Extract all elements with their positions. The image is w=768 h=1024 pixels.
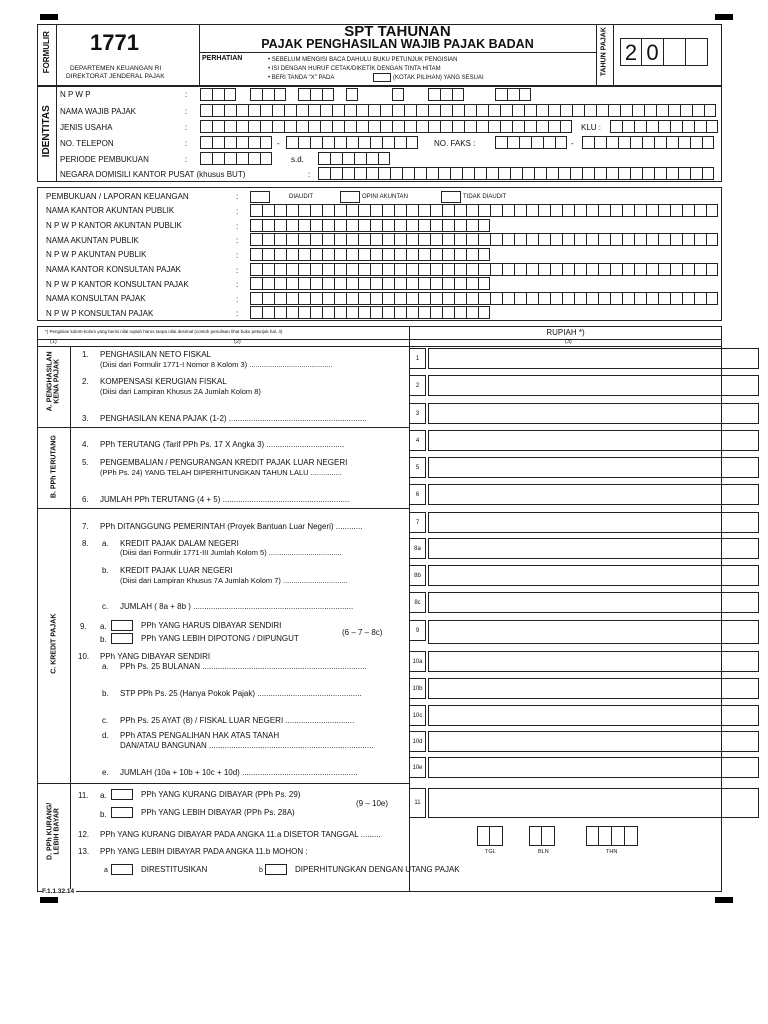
colon: :	[185, 123, 188, 132]
item-number: 10.	[78, 652, 90, 661]
amount-input-11[interactable]	[428, 788, 759, 818]
amount-input-7[interactable]	[428, 512, 759, 533]
colon: :	[236, 295, 239, 304]
row-number-6: 6	[409, 484, 426, 505]
nama-wp-input[interactable]	[200, 104, 716, 117]
item-2-label: KOMPENSASI KERUGIAN FISKAL	[100, 377, 227, 386]
npwp-input-2[interactable]	[250, 88, 286, 101]
item-9b-label: PPh YANG LEBIH DIPOTONG / DIPUNGUT	[141, 634, 299, 643]
dept-line2: DIREKTORAT JENDERAL PAJAK	[66, 73, 165, 80]
item-7-label: PPh DITANGGUNG PEMERINTAH (Proyek Bantuan Luar Negeri) ............	[100, 522, 363, 531]
label-ap: NAMA AKUNTAN PUBLIK	[46, 236, 139, 245]
amount-input-10a[interactable]	[428, 651, 759, 672]
option-diaudit: DIAUDIT	[289, 194, 313, 200]
label-telepon: NO. TELEPON	[60, 139, 114, 148]
registration-mark	[715, 897, 733, 903]
item-11b-checkbox[interactable]	[111, 807, 133, 818]
colon: :	[236, 280, 239, 289]
amount-input-5[interactable]	[428, 457, 759, 478]
note-3: • BERI TANDA "X" PADA	[268, 75, 335, 81]
sd-label: s.d.	[291, 155, 304, 164]
row-number-11: 11	[409, 788, 426, 818]
direstitusikan-checkbox[interactable]	[111, 864, 133, 875]
option-opini: OPINI AKUNTAN	[362, 194, 408, 200]
section-identitas: IDENTITAS	[40, 105, 52, 158]
nama-kap-input[interactable]	[250, 204, 718, 217]
tidak-diaudit-checkbox[interactable]	[441, 191, 461, 203]
item-10c-label: PPh Ps. 25 AYAT (8) / FISKAL LUAR NEGERI ...............................	[120, 716, 355, 725]
colon: :	[236, 192, 239, 201]
item-11a-checkbox[interactable]	[111, 789, 133, 800]
nama-ap-input[interactable]	[250, 233, 718, 246]
item-sub: c.	[102, 602, 109, 611]
item-number: 2.	[82, 377, 89, 386]
rupiah-header: RUPIAH *)	[546, 328, 585, 337]
label-npwp: N P W P	[60, 90, 91, 99]
form-label: FORMULIR	[41, 31, 51, 74]
label-jenis-usaha: JENIS USAHA	[60, 123, 113, 132]
col-3-header: (3)	[565, 339, 572, 345]
item-11-formula: (9 – 10e)	[356, 799, 389, 808]
label-pembukuan: PEMBUKUAN / LAPORAN KEUANGAN	[46, 192, 189, 201]
item-12-label: PPh YANG KURANG DIBAYAR PADA ANGKA 11.a DISETOR TANGGAL .........	[100, 830, 381, 839]
label-negara-domisili: NEGARA DOMISILI KANTOR PUSAT (khusus BUT)	[60, 170, 246, 179]
amount-input-8c[interactable]	[428, 592, 759, 613]
periode-start-input[interactable]	[200, 152, 272, 165]
item-5-label: PENGEMBALIAN / PENGURANGAN KREDIT PAJAK LUAR NEGERI	[100, 458, 348, 467]
bln-label: BLN	[538, 849, 549, 855]
row-number-10d: 10d	[409, 731, 426, 752]
section-c-label: C. KREDIT PAJAK	[50, 613, 58, 674]
table-footnote: *) Pengisian kolom-kolom yang berisi nilai rupiah harus tanpa nilai desimal (contoh penulisan lihat buku petunjuk hal. 4)	[45, 329, 283, 334]
form-code: F.1.1.32.14	[42, 888, 75, 895]
item-8a-label: KREDIT PAJAK DALAM NEGERI	[120, 539, 239, 548]
title-spt-tahunan: SPT TAHUNAN	[344, 23, 451, 40]
telepon-number-input[interactable]	[286, 136, 418, 149]
label-npwp-kkp: N P W P KANTOR KONSULTAN PAJAK	[46, 280, 189, 289]
colon: :	[236, 251, 239, 260]
item-6-label: JUMLAH PPh TERUTANG (4 + 5) .........................................................	[100, 495, 350, 504]
item-10d-label: PPh ATAS PENGALIHAN HAK ATAS TANAH	[120, 731, 280, 740]
item-number: 4.	[82, 440, 89, 449]
klu-input[interactable]	[610, 120, 718, 133]
row-number-10b: 10b	[409, 678, 426, 699]
diperhitungkan-checkbox[interactable]	[265, 864, 287, 875]
amount-input-3[interactable]	[428, 403, 759, 424]
item-sub: e.	[102, 768, 109, 777]
row-number-10c: 10c	[409, 705, 426, 726]
item-9b-checkbox[interactable]	[111, 633, 133, 644]
tax-year-boxes[interactable]	[620, 38, 708, 66]
jenis-usaha-input[interactable]	[200, 120, 572, 133]
item-number: 9.	[80, 622, 87, 631]
item-9a-checkbox[interactable]	[111, 620, 133, 631]
amount-input-10d[interactable]	[428, 731, 759, 752]
nama-kkp-input[interactable]	[250, 263, 718, 276]
form-number: 1771	[90, 30, 139, 55]
label-kap: NAMA KANTOR AKUNTAN PUBLIK	[46, 206, 175, 215]
tahun-pajak-label: TAHUN PAJAK	[600, 27, 608, 77]
thn-label: THN	[606, 849, 618, 855]
item-9a-label: PPh YANG HARUS DIBAYAR SENDIRI	[141, 621, 282, 630]
tgl-input[interactable]	[477, 826, 503, 846]
item-8b-label: KREDIT PAJAK LUAR NEGERI	[120, 566, 233, 575]
colon: :	[185, 139, 188, 148]
item-10a-label: PPh Ps. 25 BULANAN ..........................................................................	[120, 662, 367, 671]
item-sub: a.	[100, 622, 107, 631]
item-sub: a.	[102, 662, 109, 671]
note-1: • SEBELUM MENGISI BACA DAHULU BUKU PETUNJUK PENGISIAN	[268, 57, 458, 63]
item-8b-note: (Diisi dari Lampiran Khusus 7A Jumlah Kolom 7) ...............................	[120, 576, 348, 585]
label-periode: PERIODE PEMBUKUAN	[60, 155, 149, 164]
title-pph-badan: PAJAK PENGHASILAN WAJIB PAJAK BADAN	[261, 37, 534, 51]
amount-input-10c[interactable]	[428, 705, 759, 726]
colon: :	[185, 107, 188, 116]
item-number: 12.	[78, 830, 90, 839]
fax-area-input[interactable]	[495, 136, 567, 149]
row-number-9: 9	[409, 620, 426, 641]
row-number-10a: 10a	[409, 651, 426, 672]
npwp-input-1[interactable]	[200, 88, 236, 101]
telepon-area-input[interactable]	[200, 136, 272, 149]
item-number: 1.	[82, 350, 89, 359]
amount-input-10b[interactable]	[428, 678, 759, 699]
tgl-label: TGL	[485, 849, 496, 855]
label-nama-wp: NAMA WAJIB PAJAK	[60, 107, 137, 116]
amount-input-8a[interactable]	[428, 538, 759, 559]
item-sub: a.	[102, 539, 109, 548]
item-8a-note: (Diisi dari Formulir 1771-III Jumlah Kolom 5) ...................................	[120, 548, 342, 557]
item-number: 3.	[82, 414, 89, 423]
label-npwp-kp: N P W P KONSULTAN PAJAK	[46, 309, 154, 318]
amount-input-4[interactable]	[428, 430, 759, 451]
row-number-8b: 8b	[409, 565, 426, 586]
item-8c-label: JUMLAH ( 8a + 8b ) ........................................................................	[120, 602, 354, 611]
dept-line1: DEPARTEMEN KEUANGAN RI	[70, 65, 162, 72]
section-d-label: D. PPh KURANG/ LEBIH BAYAR	[46, 802, 61, 860]
perhatian-label: PERHATIAN	[202, 55, 243, 62]
item-number: 6.	[82, 495, 89, 504]
note-3-tail: (KOTAK PILIHAN) YANG SESUAI	[393, 75, 484, 81]
row-number-8a: 8a	[409, 538, 426, 559]
colon: :	[236, 309, 239, 318]
year-digit-1: 2	[620, 38, 642, 66]
colon: :	[236, 236, 239, 245]
label-npwp-ap: N P W P AKUNTAN PUBLIK	[46, 250, 147, 259]
col-1-header: (1)	[50, 339, 57, 345]
npwp-input-5[interactable]	[392, 88, 404, 101]
opini-akuntan-checkbox[interactable]	[340, 191, 360, 203]
registration-mark	[40, 897, 58, 903]
direstitusikan-label: DIRESTITUSIKAN	[141, 865, 208, 874]
amount-input-10e[interactable]	[428, 757, 759, 778]
row-number-1: 1	[409, 348, 426, 369]
npwp-ap-input[interactable]	[250, 248, 490, 261]
colon: :	[236, 222, 239, 231]
item-13-label: PPh YANG LEBIH DIBAYAR PADA ANGKA 11.b MOHON :	[100, 847, 308, 856]
item-number: 7.	[82, 522, 89, 531]
fax-label: NO. FAKS :	[434, 139, 476, 148]
item-sub: b.	[102, 689, 109, 698]
item-number: 5.	[82, 458, 89, 467]
npwp-kkp-input[interactable]	[250, 277, 490, 290]
item-1-note: (Diisi dari Formulir 1771-I Nomor 8 Kolom 3) ........................................	[100, 360, 333, 369]
item-11a-label: PPh YANG KURANG DIBAYAR (PPh Ps. 29)	[141, 790, 301, 799]
year-digit-2: 0	[642, 38, 664, 66]
npwp-input-7[interactable]	[495, 88, 531, 101]
item-number: 8.	[82, 539, 89, 548]
year-digit-3[interactable]	[664, 38, 686, 66]
colon: :	[185, 155, 188, 164]
item-10e-label: JUMLAH (10a + 10b + 10c + 10d) ....................................................	[120, 768, 358, 777]
option-tidak-diaudit: TIDAK DIAUDIT	[463, 194, 507, 200]
item-5-note: (PPh Ps. 24) YANG TELAH DIPERHITUNGKAN TAHUN LALU ...............	[100, 468, 342, 477]
item-number: 11.	[78, 791, 89, 800]
item-10b-label: STP PPh Ps. 25 (Hanya Pokok Pajak) ...............................................	[120, 689, 362, 698]
npwp-kp-input[interactable]	[250, 306, 490, 319]
row-number-8c: 8c	[409, 592, 426, 613]
thn-input[interactable]	[586, 826, 638, 846]
item-sub: b.	[102, 566, 109, 575]
npwp-input-4[interactable]	[346, 88, 358, 101]
item-11b-label: PPh YANG LEBIH DIBAYAR (PPh Ps. 28A)	[141, 808, 295, 817]
item-10d-note: DAN/ATAU BANGUNAN ..........................................................................	[120, 741, 374, 750]
registration-mark	[40, 14, 58, 20]
row-number-2: 2	[409, 375, 426, 396]
row-number-3: 3	[409, 403, 426, 424]
amount-input-6[interactable]	[428, 484, 759, 505]
label-npwp-kap: N P W P KANTOR AKUNTAN PUBLIK	[46, 221, 182, 230]
colon: :	[236, 266, 239, 275]
diperhitungkan-label: DIPERHITUNGKAN DENGAN UTANG PAJAK	[295, 865, 460, 874]
colon: :	[185, 90, 188, 99]
amount-input-8b[interactable]	[428, 565, 759, 586]
dash: -	[277, 139, 280, 148]
year-digit-4[interactable]	[686, 38, 708, 66]
row-number-10e: 10e	[409, 757, 426, 778]
item-4-label: PPh TERUTANG (Tarif PPh Ps. 17 X Angka 3) ...................................	[100, 440, 345, 449]
item-sub: a	[104, 867, 108, 874]
npwp-input-3[interactable]	[298, 88, 334, 101]
item-sub: b.	[100, 635, 107, 644]
item-sub: b.	[100, 810, 107, 819]
item-10-label: PPh YANG DIBAYAR SENDIRI	[100, 652, 211, 661]
npwp-kap-input[interactable]	[250, 219, 490, 232]
note-2: • ISI DENGAN HURUF CETAK/DIKETIK DENGAN TINTA HITAM	[268, 66, 441, 72]
npwp-input-6[interactable]	[428, 88, 464, 101]
colon: :	[236, 207, 239, 216]
nama-kp-input[interactable]	[250, 292, 718, 305]
sample-checkbox	[373, 73, 391, 82]
diaudit-checkbox[interactable]	[250, 191, 270, 203]
item-sub: b	[259, 867, 263, 874]
periode-end-input[interactable]	[318, 152, 390, 165]
fax-number-input[interactable]	[582, 136, 714, 149]
label-kp: NAMA KONSULTAN PAJAK	[46, 294, 146, 303]
label-kkp: NAMA KANTOR KONSULTAN PAJAK	[46, 265, 181, 274]
row-number-5: 5	[409, 457, 426, 478]
item-number: 13.	[78, 847, 90, 856]
section-a-label: A. PENGHASILAN KENA PAJAK	[46, 351, 61, 412]
col-2-header: (2)	[234, 339, 241, 345]
item-9-formula: (6 – 7 – 8c)	[342, 628, 383, 637]
amount-input-2[interactable]	[428, 375, 759, 396]
colon: :	[308, 170, 311, 179]
item-sub: a.	[100, 791, 107, 800]
amount-input-1[interactable]	[428, 348, 759, 369]
item-3-label: PENGHASILAN KENA PAJAK (1-2) ..............................................................	[100, 414, 367, 423]
klu-label: KLU :	[581, 123, 602, 132]
section-b-label: B. PPh TERUTANG	[50, 435, 58, 499]
bln-input[interactable]	[529, 826, 555, 846]
item-1-label: PENGHASILAN NETO FISKAL	[100, 350, 211, 359]
negara-domisili-input[interactable]	[318, 167, 714, 180]
dash: -	[571, 139, 574, 148]
row-number-4: 4	[409, 430, 426, 451]
item-sub: c.	[102, 716, 109, 725]
item-2-note: (Diisi dari Lampiran Khusus 2A Jumlah Kolom 8)	[100, 387, 261, 396]
amount-input-9[interactable]	[428, 620, 759, 644]
row-number-7: 7	[409, 512, 426, 533]
registration-mark	[715, 14, 733, 20]
item-sub: d.	[102, 731, 109, 740]
